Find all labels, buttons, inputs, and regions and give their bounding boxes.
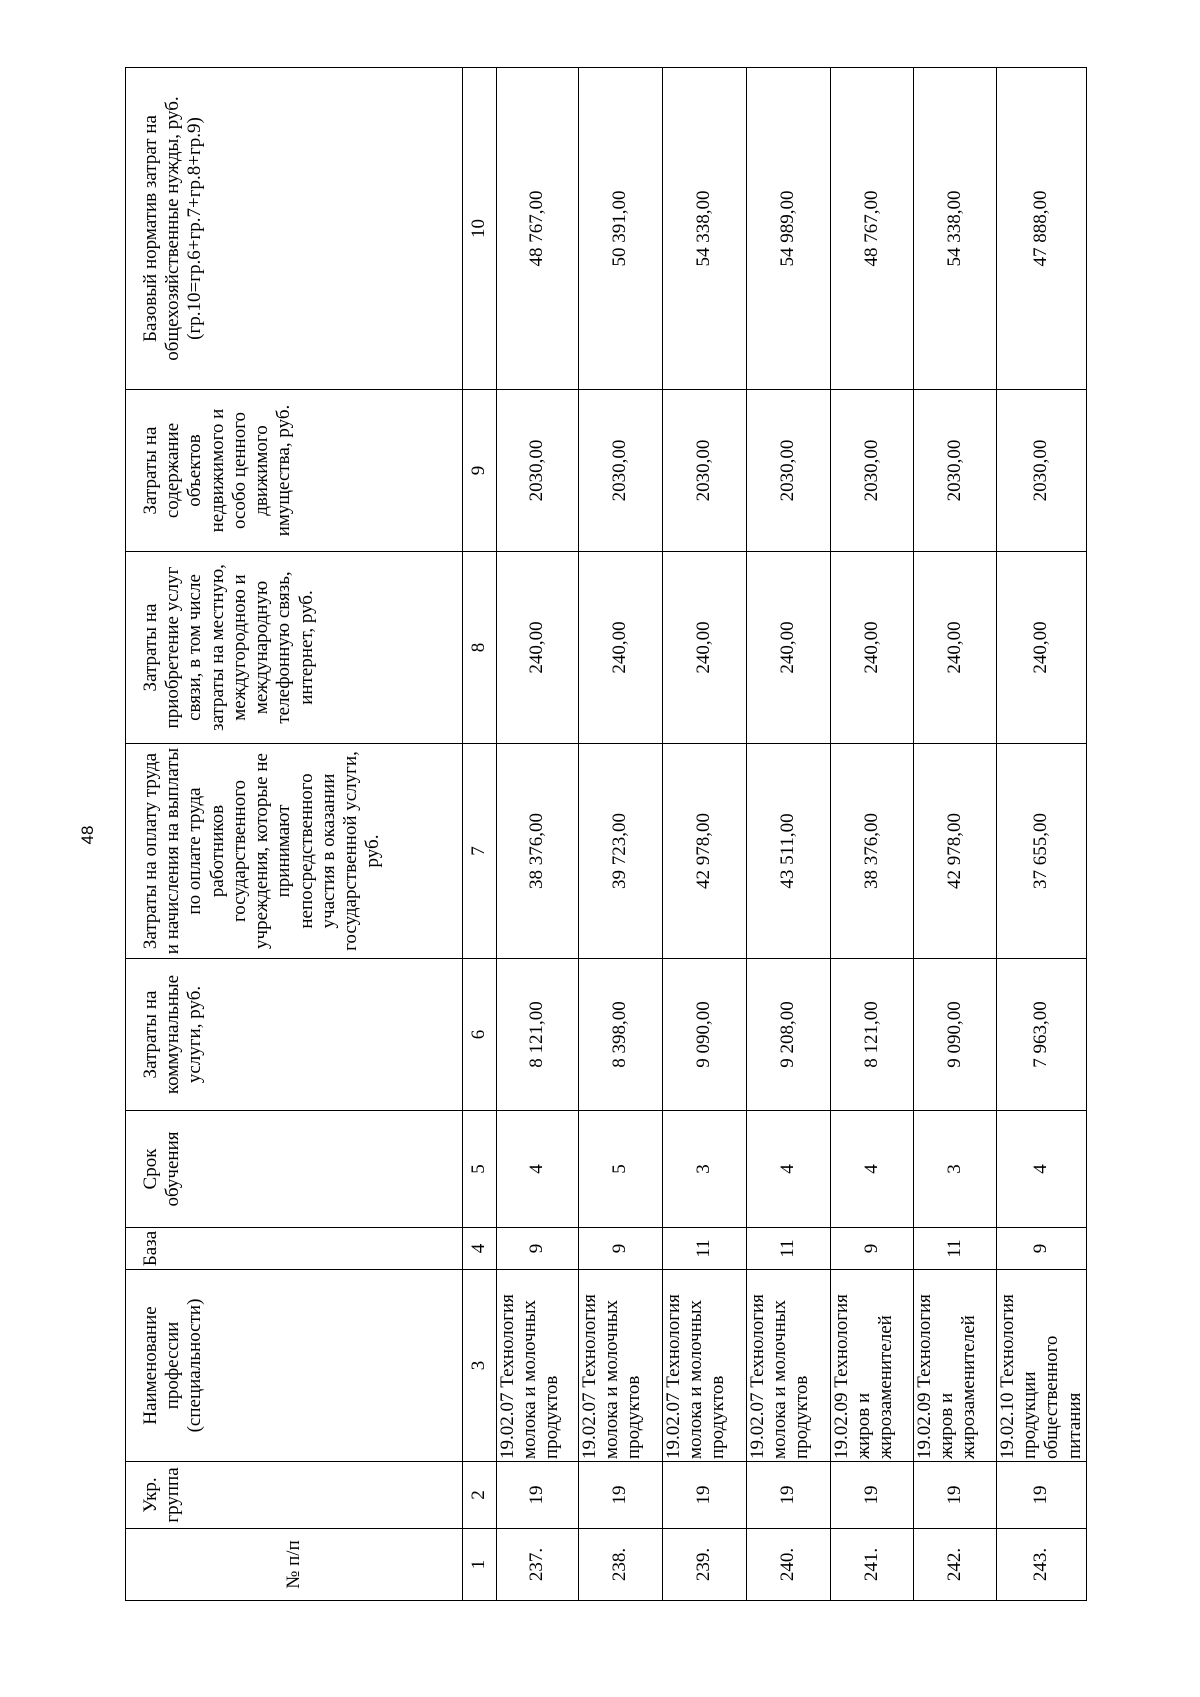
header-cell: Наименование профессии (специальности) — [126, 1270, 463, 1462]
table-row — [997, 68, 1087, 1601]
labor-cost: 42 978,00 — [914, 744, 997, 959]
profession-name: 19.02.07 Технология молока и молочных продуктов — [663, 1270, 747, 1462]
profession-name: 19.02.09 Технология жиров и жирозаменителей — [831, 1270, 914, 1462]
study-term: 3 — [663, 1111, 747, 1228]
total-norm: 54 338,00 — [663, 68, 747, 390]
column-number: 10 — [463, 68, 497, 390]
labor-cost: 38 376,00 — [831, 744, 914, 959]
study-term: 4 — [747, 1111, 831, 1228]
base: 11 — [747, 1228, 831, 1270]
labor-cost: 42 978,00 — [663, 744, 747, 959]
property-cost: 2030,00 — [831, 390, 914, 552]
communication-cost: 240,00 — [997, 552, 1087, 744]
row-number: 239. — [663, 1529, 747, 1601]
profession-name: 19.02.10 Технология продукции общественного питания — [997, 1270, 1087, 1462]
labor-cost: 38 376,00 — [497, 744, 579, 959]
header-cell: Укр. группа — [126, 1462, 463, 1529]
column-number: 2 — [463, 1462, 497, 1529]
table-row — [579, 68, 663, 1601]
utilities-cost: 8 121,00 — [831, 959, 914, 1111]
communication-cost: 240,00 — [831, 552, 914, 744]
table-row — [914, 68, 997, 1601]
base: 11 — [914, 1228, 997, 1270]
header-cell: Затраты на приобретение услуг связи, в том числе затраты на местную, междугородною и международную телефонную связь, интернет, руб. — [126, 552, 463, 744]
row-number: 243. — [997, 1529, 1087, 1601]
table-row — [663, 68, 747, 1601]
enlarged-group: 19 — [497, 1462, 579, 1529]
study-term: 4 — [997, 1111, 1087, 1228]
column-number: 5 — [463, 1111, 497, 1228]
header-row — [126, 68, 463, 1601]
utilities-cost: 9 090,00 — [663, 959, 747, 1111]
property-cost: 2030,00 — [579, 390, 663, 552]
communication-cost: 240,00 — [497, 552, 579, 744]
header-cell: Затраты на оплату труда и начисления на выплаты по оплате труда работников государственного учреждения, которые не принимают непосредственного участия в оказании государственной услуги, руб. — [126, 744, 463, 959]
property-cost: 2030,00 — [914, 390, 997, 552]
header-cell: № п/п — [126, 1529, 463, 1601]
utilities-cost: 7 963,00 — [997, 959, 1087, 1111]
labor-cost: 37 655,00 — [997, 744, 1087, 959]
rotated-page — [125, 68, 1085, 1601]
column-number: 4 — [463, 1228, 497, 1270]
labor-cost: 39 723,00 — [579, 744, 663, 959]
total-norm: 54 989,00 — [747, 68, 831, 390]
labor-cost: 43 511,00 — [747, 744, 831, 959]
enlarged-group: 19 — [831, 1462, 914, 1529]
study-term: 3 — [914, 1111, 997, 1228]
study-term: 5 — [579, 1111, 663, 1228]
communication-cost: 240,00 — [914, 552, 997, 744]
base: 9 — [831, 1228, 914, 1270]
header-cell: Затраты на содержание объектов недвижимого и особо ценного движимого имущества, руб. — [126, 390, 463, 552]
row-number: 238. — [579, 1529, 663, 1601]
base: 11 — [663, 1228, 747, 1270]
study-term: 4 — [831, 1111, 914, 1228]
utilities-cost: 9 208,00 — [747, 959, 831, 1111]
table-row — [831, 68, 914, 1601]
row-number: 240. — [747, 1529, 831, 1601]
property-cost: 2030,00 — [497, 390, 579, 552]
column-number: 8 — [463, 552, 497, 744]
row-number: 242. — [914, 1529, 997, 1601]
column-number: 6 — [463, 959, 497, 1111]
header-cell: Затраты на коммунальные услуги, руб. — [126, 959, 463, 1111]
total-norm: 47 888,00 — [997, 68, 1087, 390]
enlarged-group: 19 — [997, 1462, 1087, 1529]
property-cost: 2030,00 — [663, 390, 747, 552]
enlarged-group: 19 — [914, 1462, 997, 1529]
profession-name: 19.02.07 Технология молока и молочных продуктов — [747, 1270, 831, 1462]
base: 9 — [997, 1228, 1087, 1270]
column-number: 3 — [463, 1270, 497, 1462]
column-number: 7 — [463, 744, 497, 959]
property-cost: 2030,00 — [747, 390, 831, 552]
row-number: 241. — [831, 1529, 914, 1601]
utilities-cost: 8 398,00 — [579, 959, 663, 1111]
column-number: 1 — [463, 1529, 497, 1601]
base: 9 — [497, 1228, 579, 1270]
row-number: 237. — [497, 1529, 579, 1601]
total-norm: 48 767,00 — [497, 68, 579, 390]
enlarged-group: 19 — [663, 1462, 747, 1529]
property-cost: 2030,00 — [997, 390, 1087, 552]
total-norm: 50 391,00 — [579, 68, 663, 390]
column-number-row — [463, 68, 497, 1601]
total-norm: 48 767,00 — [831, 68, 914, 390]
cost-norms-table — [125, 67, 1087, 1601]
enlarged-group: 19 — [579, 1462, 663, 1529]
table-row — [747, 68, 831, 1601]
communication-cost: 240,00 — [747, 552, 831, 744]
utilities-cost: 9 090,00 — [914, 959, 997, 1111]
base: 9 — [579, 1228, 663, 1270]
table-row — [497, 68, 579, 1601]
header-cell: База — [126, 1228, 463, 1270]
page-number: 48 — [78, 825, 97, 845]
study-term: 4 — [497, 1111, 579, 1228]
profession-name: 19.02.07 Технология молока и молочных продуктов — [579, 1270, 663, 1462]
communication-cost: 240,00 — [663, 552, 747, 744]
utilities-cost: 8 121,00 — [497, 959, 579, 1111]
header-cell: Базовый норматив затрат на общехозяйственные нужды, руб. (гр.10=гр.6+гр.7+гр.8+гр.9) — [126, 68, 463, 390]
profession-name: 19.02.07 Технология молока и молочных продуктов — [497, 1270, 579, 1462]
profession-name: 19.02.09 Технология жиров и жирозаменителей — [914, 1270, 997, 1462]
enlarged-group: 19 — [747, 1462, 831, 1529]
column-number: 9 — [463, 390, 497, 552]
total-norm: 54 338,00 — [914, 68, 997, 390]
header-cell: Срок обучения — [126, 1111, 463, 1228]
communication-cost: 240,00 — [579, 552, 663, 744]
